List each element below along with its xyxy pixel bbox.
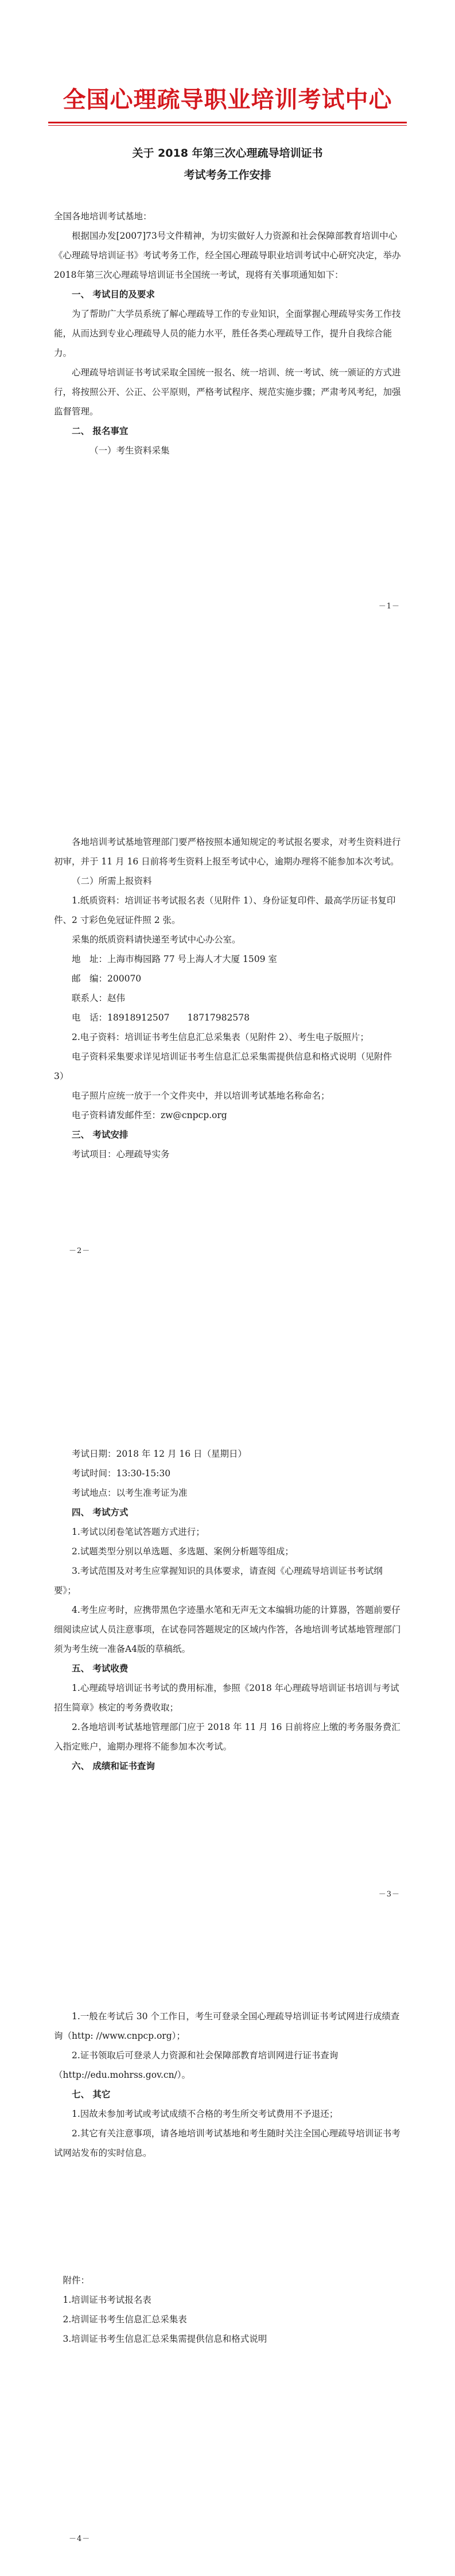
page-4 <box>0 1932 455 2576</box>
results-item-2: 2.证书领取后可登录人力资源和社会保障部教育培训网进行证书查询（http://edu.mohrss.gov.cn/）。 <box>54 2050 339 2080</box>
fee-item-2: 2.各地培训考试基地管理部门应于 2018 年 11 月 16 日前将应上缴的考务服务费汇入指定账户，逾期办理将不能参加本次考试。 <box>54 1722 400 1752</box>
exam-time: 考试时间：13:30-15:30 <box>72 1468 171 1479</box>
paper-materials: 1.纸质资料：培训证书考试报名表（见附件 1）、身份证复印件、最高学历证书复印件、2 寸彩色免冠证件照 2 张。 <box>54 895 396 925</box>
contact-person: 联系人：赵伟 <box>72 993 126 1003</box>
attachment-item: 1.培训证书考试报名表 <box>63 2295 151 2305</box>
red-header-rule-thin <box>48 125 407 126</box>
page-2 <box>0 644 455 1288</box>
exam-subject: 考试项目：心理疏导实务 <box>72 1149 170 1159</box>
page-1-body <box>54 207 402 460</box>
mail-postcode: 邮 编：200070 <box>72 973 142 984</box>
electronic-materials: 2.电子资料：培训证书考生信息汇总采集表（见附件 2）、考生电子版照片； <box>72 1032 369 1042</box>
page-2-body <box>54 832 402 1164</box>
collection-spec-note: 电子资料采集要求详见培训证书考生信息汇总采集需提供信息和格式说明（见附件 3） <box>54 1052 392 1081</box>
page-3-body <box>54 1444 402 1776</box>
section-4-heading: 四、 考试方式 <box>72 1507 129 1518</box>
section-6-heading: 六、 成绩和证书查询 <box>72 1761 155 1771</box>
section-1-paragraph-2: 心理疏导培训证书考试采取全国统一报名、统一培训、统一考试、统一颁证的方式进行，将按照公开、公正、公平原则，严格考试程序、规范实施步骤；严肃考风考纪，加强监督管理。 <box>54 367 401 417</box>
page-number: －1－ <box>378 602 400 611</box>
other-item-2: 2.其它有关注意事项，请各地培训考试基地和考生随时关注全国心理疏导培训证书考试网站发布的实时信息。 <box>54 2128 400 2158</box>
exam-format-item-2: 2.试题类型分别以单选题、多选题、案例分析题等组成； <box>72 1546 294 1557</box>
attachments-label: 附件： <box>63 2275 90 2286</box>
fee-item-1: 1.心理疏导培训证书考试的费用标准，参照《2018 年心理疏导培训证书培训与考试招生简章》核定的考务费收取； <box>54 1683 399 1713</box>
document-title-line-1: 关于 2018 年第三次心理疏导培训证书 <box>132 147 323 160</box>
red-header-rule <box>48 122 407 123</box>
other-item-1: 1.因故未参加考试或考试成绩不合格的考生所交考试费用不予退还； <box>72 2109 339 2119</box>
page-4-body <box>54 2007 402 2163</box>
section-1-heading: 一、 考试目的及要求 <box>72 289 155 300</box>
section-5-heading: 五、 考试收费 <box>72 1663 129 1674</box>
collection-paragraph: 各地培训考试基地管理部门要严格按照本通知规定的考试报名要求，对考生资料进行初审，并于 11 月 16 日前将考生资料上报至考试中心，逾期办理将不能参加本次考试。 <box>54 837 401 867</box>
page-number: －3－ <box>378 1890 400 1899</box>
section-1-paragraph-1: 为了帮助广大学员系统了解心理疏导工作的专业知识，全面掌握心理疏导实务工作技能，从而达到专业心理疏导人员的能力水平，胜任各类心理疏导工作，提升自我综合能力。 <box>54 309 401 358</box>
document-title-line-2: 考试考务工作安排 <box>184 169 271 181</box>
page-number: －4－ <box>69 2535 91 2543</box>
section-2-subheading-2: （二）所需上报资料 <box>72 876 152 886</box>
results-item-1: 1.一般在考试后 30 个工作日，考生可登录全国心理疏导培训证书考试网进行成绩查询（http: //www.cnpcp.org）； <box>54 2011 400 2041</box>
exam-format-item-1: 1.考试以闭卷笔试答题方式进行； <box>72 1527 205 1537</box>
organization-header: 全国心理疏导职业培训考试中心 <box>63 86 392 113</box>
contact-phone: 电 话：18918912507 18717982578 <box>72 1012 250 1023</box>
mail-address: 地 址：上海市梅园路 77 号上海人才大厦 1509 室 <box>72 954 277 964</box>
salutation: 全国各地培训考试基地： <box>54 211 152 222</box>
intro-paragraph: 根据国办发[2007]73号文件精神，为切实做好人力资源和社会保障部教育培训中心《心理疏导培训证书》考试考务工作，经全国心理疏导职业培训考试中心研究决定，举办2018年第三次心理疏导培训证书全国统一考试，现将有关事项通知如下： <box>54 231 401 280</box>
attachments-block <box>54 2271 402 2349</box>
attachment-item: 2.培训证书考生信息汇总采集表 <box>63 2314 187 2325</box>
attachment-item: 3.培训证书考生信息汇总采集需提供信息和格式说明 <box>63 2334 267 2344</box>
page-1 <box>0 0 455 644</box>
section-2-subheading-1: （一）考生资料采集 <box>90 445 170 456</box>
photo-naming-note: 电子照片应统一放于一个文件夹中，并以培训考试基地名称命名； <box>72 1091 330 1101</box>
exam-date: 考试日期：2018 年 12 月 16 日（星期日） <box>72 1449 247 1459</box>
mail-instruction: 采集的纸质资料请快递至考试中心办公室。 <box>72 934 241 945</box>
section-7-heading: 七、 其它 <box>72 2089 111 2100</box>
page-3 <box>0 1288 455 1932</box>
exam-format-item-3: 3.考试范围及对考生应掌握知识的具体要求，请查阅《心理疏导培训证书考试纲要》； <box>54 1566 383 1596</box>
exam-venue: 考试地点：以考生准考证为准 <box>72 1488 188 1498</box>
page-number: －2－ <box>69 1247 91 1255</box>
submission-email: 电子资料请发邮件至：zw@cnpcp.org <box>72 1110 227 1120</box>
section-2-heading: 二、 报名事宜 <box>72 426 129 436</box>
exam-format-item-4: 4.考生应考时，应携带黑色字迹墨水笔和无声无文本编辑功能的计算器，答题前要仔细阅读应试人员注意事项，在试卷同答题规定的区域内作答，各地培训考试基地管理部门须为考生统一准备A4版的草稿纸。 <box>54 1605 401 1654</box>
section-3-heading: 三、 考试安排 <box>72 1130 129 1140</box>
